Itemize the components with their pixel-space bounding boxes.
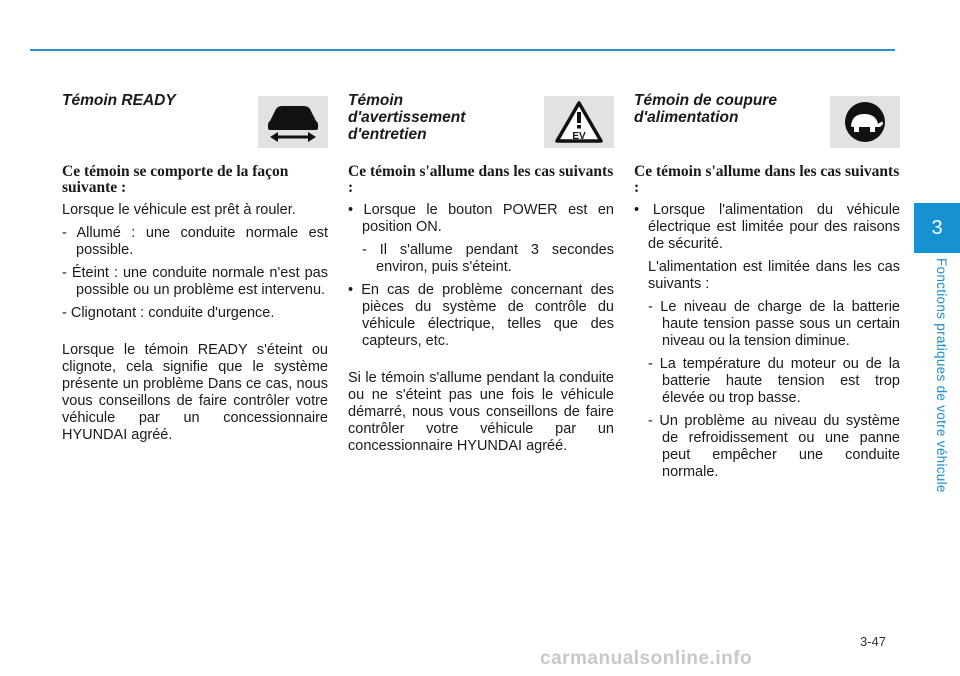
paragraph: L'alimentation est limitée dans les cas suivants : (648, 259, 900, 292)
chapter-tab (914, 203, 960, 253)
section-power-cut (634, 92, 900, 487)
list-item: - Le niveau de charge de la batterie haute tension passe sous un certain niveau ou la tension diminue. (648, 299, 900, 349)
paragraph: Lorsque le témoin READY s'éteint ou clignote, cela signifie que le système présente un problème Dans ce cas, nous vous conseillons de faire contrôler votre véhicule par un concessionnaire HYUNDAI agréé. (62, 342, 328, 443)
car-arrows-icon (258, 96, 328, 148)
ev-warning-icon (544, 96, 614, 148)
page-number: 3-47 (860, 634, 887, 649)
turtle-icon (830, 96, 900, 148)
section-ready (62, 92, 328, 450)
section-subhead: Ce témoin s'allume dans les cas suivants : (634, 163, 900, 196)
list-item: • Lorsque l'alimentation du véhicule électrique est limitée pour des raisons de sécurité. (634, 202, 900, 252)
list-item: • En cas de problème concernant des pièces du système de contrôle du véhicule électrique, telles que des capteurs, etc. (348, 282, 614, 349)
list-item: • Lorsque le bouton POWER est en position ON. (348, 202, 614, 235)
watermark: carmanualsonline.info (540, 648, 753, 669)
section-service-warning (348, 92, 614, 461)
list-item: - Éteint : une conduite normale n'est pas possible ou un problème est intervenu. (62, 265, 328, 298)
section-title: Témoin READY (62, 92, 176, 109)
paragraph: Lorsque le véhicule est prêt à rouler. (62, 202, 296, 218)
ev-label: EV (572, 131, 586, 142)
chapter-label: Fonctions pratiques de votre véhicule (934, 258, 949, 493)
paragraph: Si le témoin s'allume pendant la conduite ou ne s'éteint pas une fois le véhicule démarré, nous vous conseillons de faire contrôler votre véhicule par un concessionnaire HYUNDAI agréé. (348, 370, 614, 454)
section-subhead: Ce témoin se comporte de la façon suivante : (62, 163, 289, 196)
section-title: Témoin d'avertissement d'entretien (348, 92, 466, 143)
list-item: - Un problème au niveau du système de refroidissement ou une panne peut empêcher une conduite normale. (648, 413, 900, 480)
section-subhead: Ce témoin s'allume dans les cas suivants : (348, 163, 614, 196)
chapter-number: 3 (931, 216, 943, 239)
list-item: - Il s'allume pendant 3 secondes environ, puis s'éteint. (362, 242, 614, 275)
list-item: - La température du moteur ou de la batterie haute tension est trop élevée ou trop basse. (648, 356, 900, 406)
list-item: - Clignotant : conduite d'urgence. (62, 305, 275, 321)
list-item: - Allumé : une conduite normale est possible. (62, 225, 328, 258)
section-title: Témoin de coupure d'alimentation (634, 92, 777, 126)
top-rule (30, 49, 895, 51)
